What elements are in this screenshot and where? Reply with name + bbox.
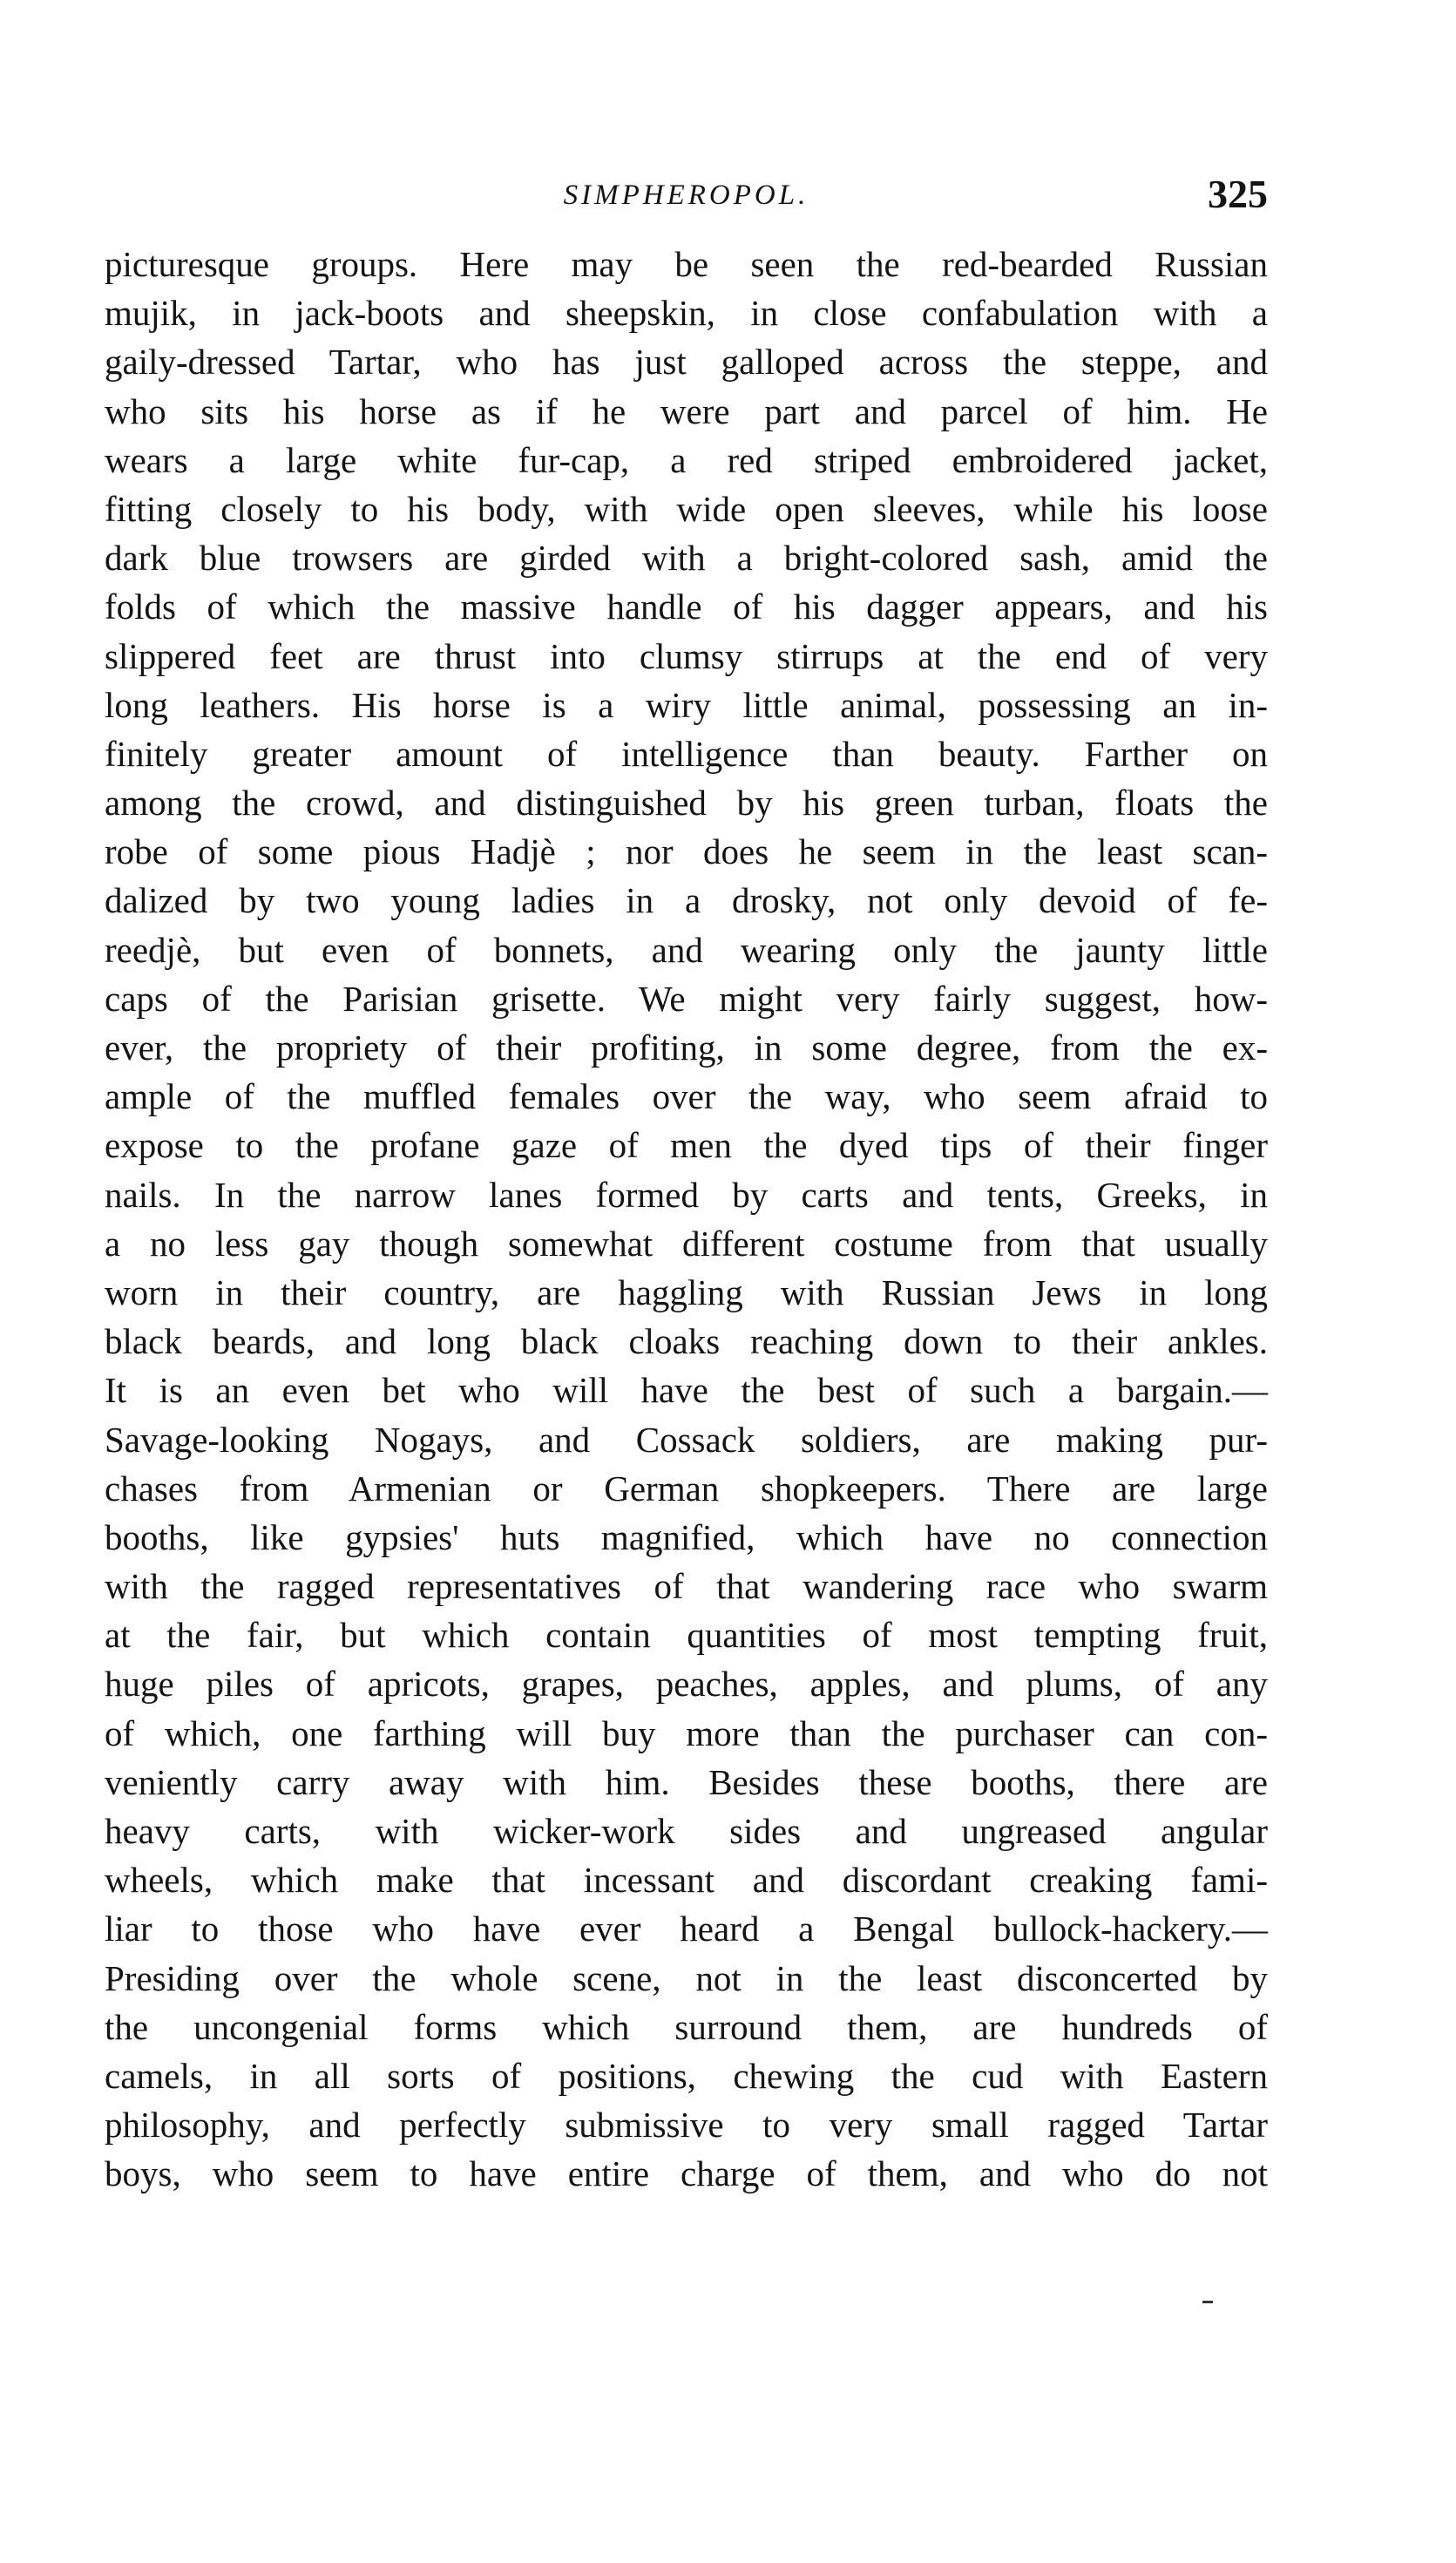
running-head: [105, 171, 1268, 220]
text-line: reedjè, but even of bonnets, and wearing only the jaunty little: [105, 929, 1268, 970]
page-mark: [1202, 2301, 1213, 2303]
text-line: robe of some pious Hadjè ; nor does he seem in the least scan-: [105, 831, 1268, 872]
text-line: long leathers. His horse is a wiry little animal, possessing an in-: [105, 684, 1268, 725]
text-line: the uncongenial forms which surround them, are hundreds of: [105, 2006, 1268, 2047]
text-line: picturesque groups. Here may be seen the red-bearded Russian: [105, 244, 1268, 284]
text-line: with the ragged representatives of that wandering race who swarm: [105, 1566, 1268, 1607]
text-line: expose to the profane gaze of men the dyed tips of their finger: [105, 1125, 1268, 1166]
text-line: folds of which the massive handle of his dagger appears, and his: [105, 587, 1268, 627]
text-line: gaily-dressed Tartar, who has just galloped across the steppe, and: [105, 342, 1268, 383]
text-line: mujik, in jack-boots and sheepskin, in close confabulation with a: [105, 293, 1268, 334]
running-title: SIMPHEROPOL.: [563, 180, 809, 211]
text-line: ample of the muffled females over the way, who seem afraid to: [105, 1076, 1268, 1117]
text-line: among the crowd, and distinguished by his green turban, floats the: [105, 783, 1268, 824]
text-line: a no less gay though somewhat different costume from that usually: [105, 1223, 1268, 1264]
text-line: finitely greater amount of intelligence than beauty. Farther on: [105, 733, 1268, 774]
text-line: caps of the Parisian grisette. We might very fairly suggest, how-: [105, 978, 1268, 1019]
text-line: wears a large white fur-cap, a red striped embroidered jacket,: [105, 439, 1268, 480]
text-line: huge piles of apricots, grapes, peaches, apples, and plums, of any: [105, 1664, 1268, 1705]
text-line: of which, one farthing will buy more than the purchaser can con-: [105, 1712, 1268, 1753]
text-line: camels, in all sorts of positions, chewing the cud with Eastern: [105, 2055, 1268, 2096]
text-line: veniently carry away with him. Besides these booths, there are: [105, 1761, 1268, 1802]
text-line: chases from Armenian or German shopkeepers. There are large: [105, 1468, 1268, 1509]
text-line: slippered feet are thrust into clumsy stirrups at the end of very: [105, 635, 1268, 676]
text-line: boys, who seem to have entire charge of them, and who do not: [105, 2153, 1268, 2194]
text-line: philosophy, and perfectly submissive to very small ragged Tartar: [105, 2105, 1268, 2146]
text-line: nails. In the narrow lanes formed by carts and tents, Greeks, in: [105, 1174, 1268, 1215]
text-line: Savage-looking Nogays, and Cossack soldiers, are making pur-: [105, 1419, 1268, 1460]
text-line: worn in their country, are haggling with Russian Jews in long: [105, 1271, 1268, 1312]
text-line: black beards, and long black cloaks reaching down to their ankles.: [105, 1321, 1268, 1362]
text-line: booths, like gypsies' huts magnified, which have no connection: [105, 1516, 1268, 1557]
text-line: who sits his horse as if he were part and parcel of him. He: [105, 390, 1268, 431]
text-line: dark blue trowsers are girded with a bright-colored sash, amid the: [105, 538, 1268, 579]
body-text: [105, 240, 1268, 2199]
text-line: at the fair, but which contain quantities of most tempting fruit,: [105, 1615, 1268, 1656]
text-line: liar to those who have ever heard a Bengal bullock-hackery.—: [105, 1909, 1268, 1949]
text-line: fitting closely to his body, with wide open sleeves, while his loose: [105, 488, 1268, 529]
text-line: ever, the propriety of their profiting, in some degree, from the ex-: [105, 1027, 1268, 1068]
text-line: It is an even bet who will have the best of such a bargain.—: [105, 1370, 1268, 1411]
page-number: 325: [1208, 172, 1268, 216]
text-line: wheels, which make that incessant and discordant creaking fami-: [105, 1860, 1268, 1901]
text-line: dalized by two young ladies in a drosky, not only devoid of fe-: [105, 880, 1268, 921]
text-line: Presiding over the whole scene, not in the least disconcerted by: [105, 1957, 1268, 1998]
text-line: heavy carts, with wicker-work sides and ungreased angular: [105, 1811, 1268, 1851]
